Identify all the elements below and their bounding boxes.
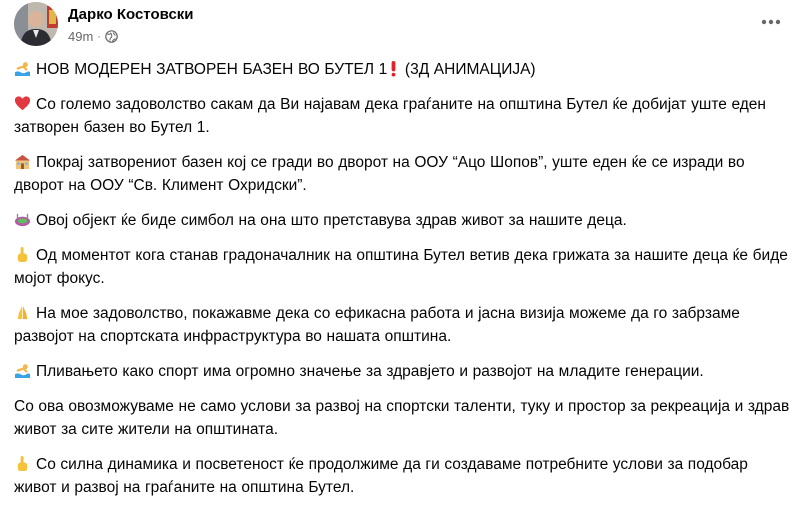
author-name[interactable]: Дарко Костовски xyxy=(68,6,194,23)
folded-hands-icon xyxy=(14,304,31,321)
swimmer-icon xyxy=(14,60,31,77)
post-paragraph: Со ова овозможуваме не само услови за развој на спортски таленти, туку и простор за рекреација и здрав живот за сите жители на општината. xyxy=(14,398,790,438)
post-header xyxy=(14,2,786,48)
post-paragraph: Овој објект ќе биде симбол на она што претставува здрав живот за нашите деца. xyxy=(14,209,790,232)
post-paragraph: Покрај затворениот базен кој се гради во дворот на ООУ “Ацо Шопов”, уште еден ќе се изради во дворот на ООУ “Св. Климент Охридски”. xyxy=(14,154,745,194)
post-paragraph: Со силна динамика и посветеност ќе продолжиме да ги создаваме потребните услови за подобар живот и развој на граѓаните на општина Бутел. xyxy=(14,456,748,496)
post-paragraph: Пливањето како спорт има огромно значење за здравјето и развојот на младите генерации. xyxy=(14,360,790,383)
globe-icon[interactable] xyxy=(105,30,118,43)
meta-separator: · xyxy=(97,30,101,43)
post-body xyxy=(14,58,790,511)
swimmer-icon xyxy=(14,362,31,379)
avatar[interactable] xyxy=(14,2,58,46)
post-time[interactable]: 49m xyxy=(68,29,94,44)
pointing-up-icon xyxy=(14,455,31,472)
post-paragraph: На мое задоволство, покажавме дека со ефикасна работа и јасна визија можеме да го забрзаме развојот на спортската инфраструктура во нашата општина. xyxy=(14,305,740,345)
post-paragraph: Од моментот кога станав градоначалник на општина Бутел ветив дека грижата за нашите деца ќе биде мојот фокус. xyxy=(14,247,788,287)
school-icon xyxy=(14,153,31,170)
stadium-icon xyxy=(14,211,31,228)
more-options-icon[interactable] xyxy=(758,12,784,32)
post-paragraph: Со големо задоволство сакам да Ви најавам дека граѓаните на општина Бутел ќе добијат уште еден затворен базен во Бутел 1. xyxy=(14,96,766,136)
exclamation-icon xyxy=(389,60,398,77)
pointing-up-icon xyxy=(14,246,31,263)
post-paragraph: НОВ МОДЕРЕН ЗАТВОРЕН БАЗЕН ВО БУТЕЛ 1 (3Д АНИМАЦИЈА) xyxy=(14,58,790,81)
post-meta xyxy=(68,29,118,44)
heart-icon xyxy=(14,95,31,112)
